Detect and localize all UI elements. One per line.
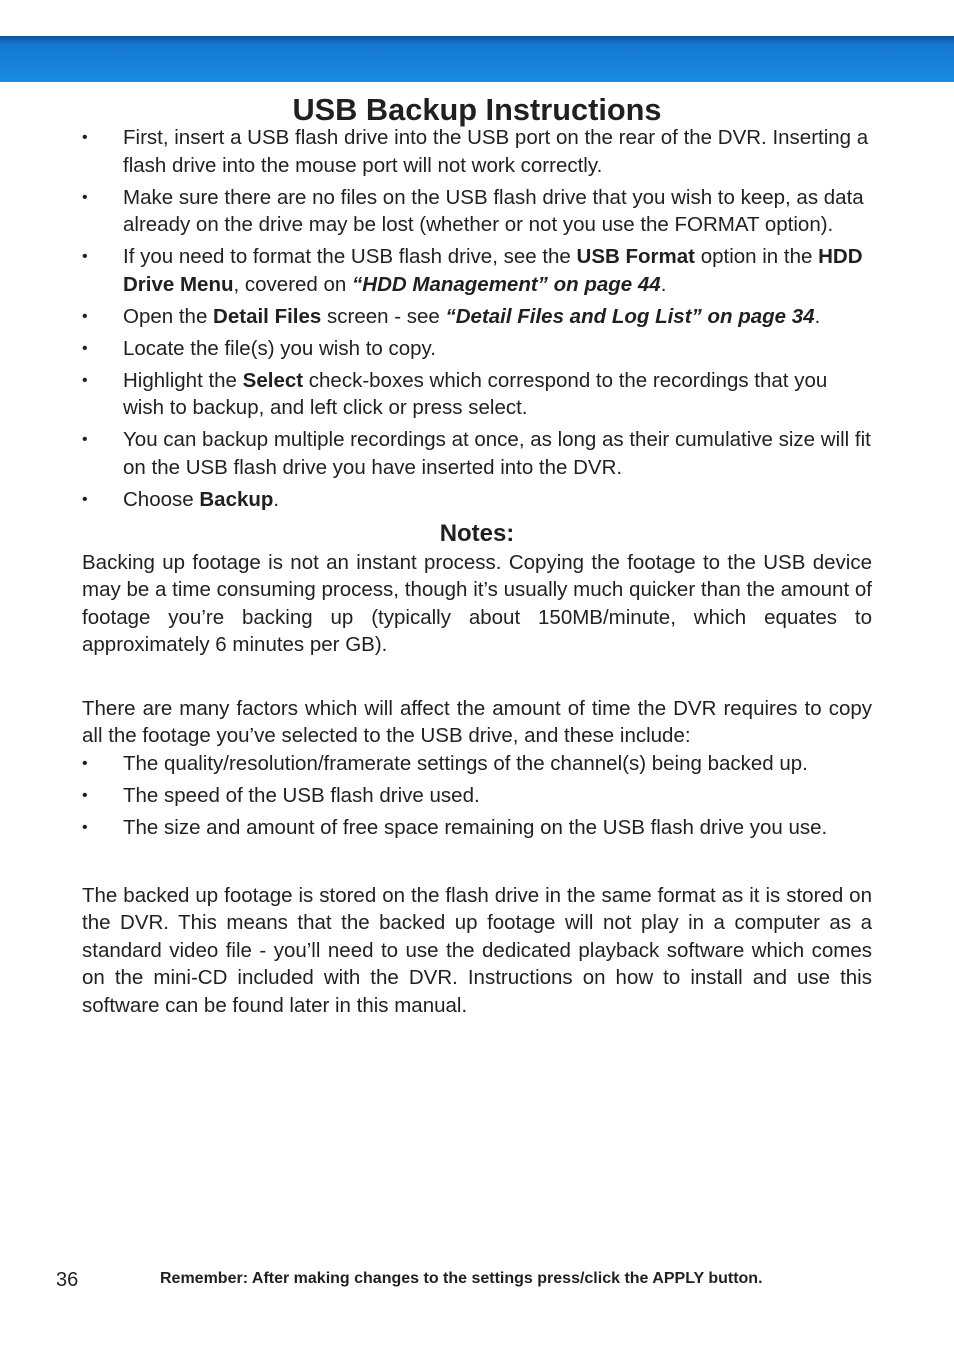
cross-reference: “Detail Files and Log List” on page 34 — [445, 304, 815, 328]
bullet-icon: • — [82, 431, 88, 448]
notes-title: Notes: — [439, 519, 515, 547]
list-item: • Open the Detail Files screen - see “Detail Files and Log List” on page 34. — [82, 303, 872, 331]
bullet-icon: • — [82, 754, 88, 772]
list-item: • The speed of the USB flash drive used. — [82, 782, 872, 810]
steps-list — [82, 124, 872, 513]
page-number: 36 — [56, 1269, 79, 1291]
bullet-icon: • — [82, 248, 88, 265]
list-item: • If you need to format the USB flash drive, see the USB Format option in the HDD Drive Menu, covered on “HDD Management” on page 44. — [82, 245, 863, 296]
bullet-icon: • — [82, 786, 88, 804]
header-bar — [0, 36, 954, 82]
bullet-icon: • — [82, 818, 88, 836]
bullet-icon: • — [82, 339, 88, 357]
list-item: • Make sure there are no files on the USB flash drive that you wish to keep, as data already on the drive may be lost (whether or not you use the FORMAT option). — [82, 185, 864, 236]
backup-term: Backup — [199, 487, 274, 511]
spacer — [82, 846, 872, 882]
list-item: • First, insert a USB flash drive into the USB port on the rear of the DVR. Inserting a flash drive into the mouse port will not work correctly. — [82, 126, 869, 177]
usb-format-term: USB Format — [576, 245, 695, 268]
notes-paragraph-1: Backing up footage is not an instant process. Copying the footage to the USB device may be a time consuming process, though it’s usually much quicker than the amount of footage you’re backing up (typically about 150MB/minute, which equates to approximately 6 minutes per GB). — [82, 550, 872, 656]
factors-list — [82, 750, 872, 842]
bullet-icon: • — [82, 490, 88, 508]
hdd-drive-menu-term: HDD Drive Menu — [123, 245, 863, 296]
select-term: Select — [242, 368, 304, 392]
list-item: • Choose Backup. — [82, 486, 872, 514]
list-item: • Locate the file(s) you wish to copy. — [82, 335, 872, 363]
notes-paragraph-2: There are many factors which will affect the amount of time the DVR requires to copy all the footage you’ve selected to the USB drive, and these include: — [82, 696, 872, 747]
detail-files-term: Detail Files — [213, 304, 322, 328]
page-content — [82, 92, 872, 1019]
list-item: • You can backup multiple recordings at once, as long as their cumulative size will fit on the USB flash drive you have inserted into the DVR. — [82, 428, 871, 479]
spacer — [82, 659, 872, 695]
bullet-icon: • — [82, 129, 88, 146]
list-item: • The size and amount of free space remaining on the USB flash drive you use. — [82, 814, 872, 842]
list-item: • The quality/resolution/framerate settings of the channel(s) being backed up. — [82, 750, 872, 778]
bullet-icon: • — [82, 307, 88, 325]
bullet-icon: • — [82, 188, 88, 206]
list-item: • Highlight the Select check-boxes which correspond to the recordings that you wish to backup, and left click or press select. — [82, 368, 828, 419]
cross-reference: “HDD Management” on page 44 — [352, 272, 661, 296]
notes-paragraph-3: The backed up footage is stored on the flash drive in the same format as it is stored on the DVR. This means that the backed up footage will not play in a computer as a standard video file - you’ll need to use the dedicated playback software which comes on the mini-CD included with the DVR. Instructions on how to install and use this software can be found later in this manual. — [82, 883, 872, 1017]
section-title: USB Backup Instructions — [292, 92, 662, 127]
footer-reminder: Remember: After making changes to the settings press/click the APPLY button. — [160, 1270, 763, 1287]
bullet-icon: • — [82, 371, 88, 389]
